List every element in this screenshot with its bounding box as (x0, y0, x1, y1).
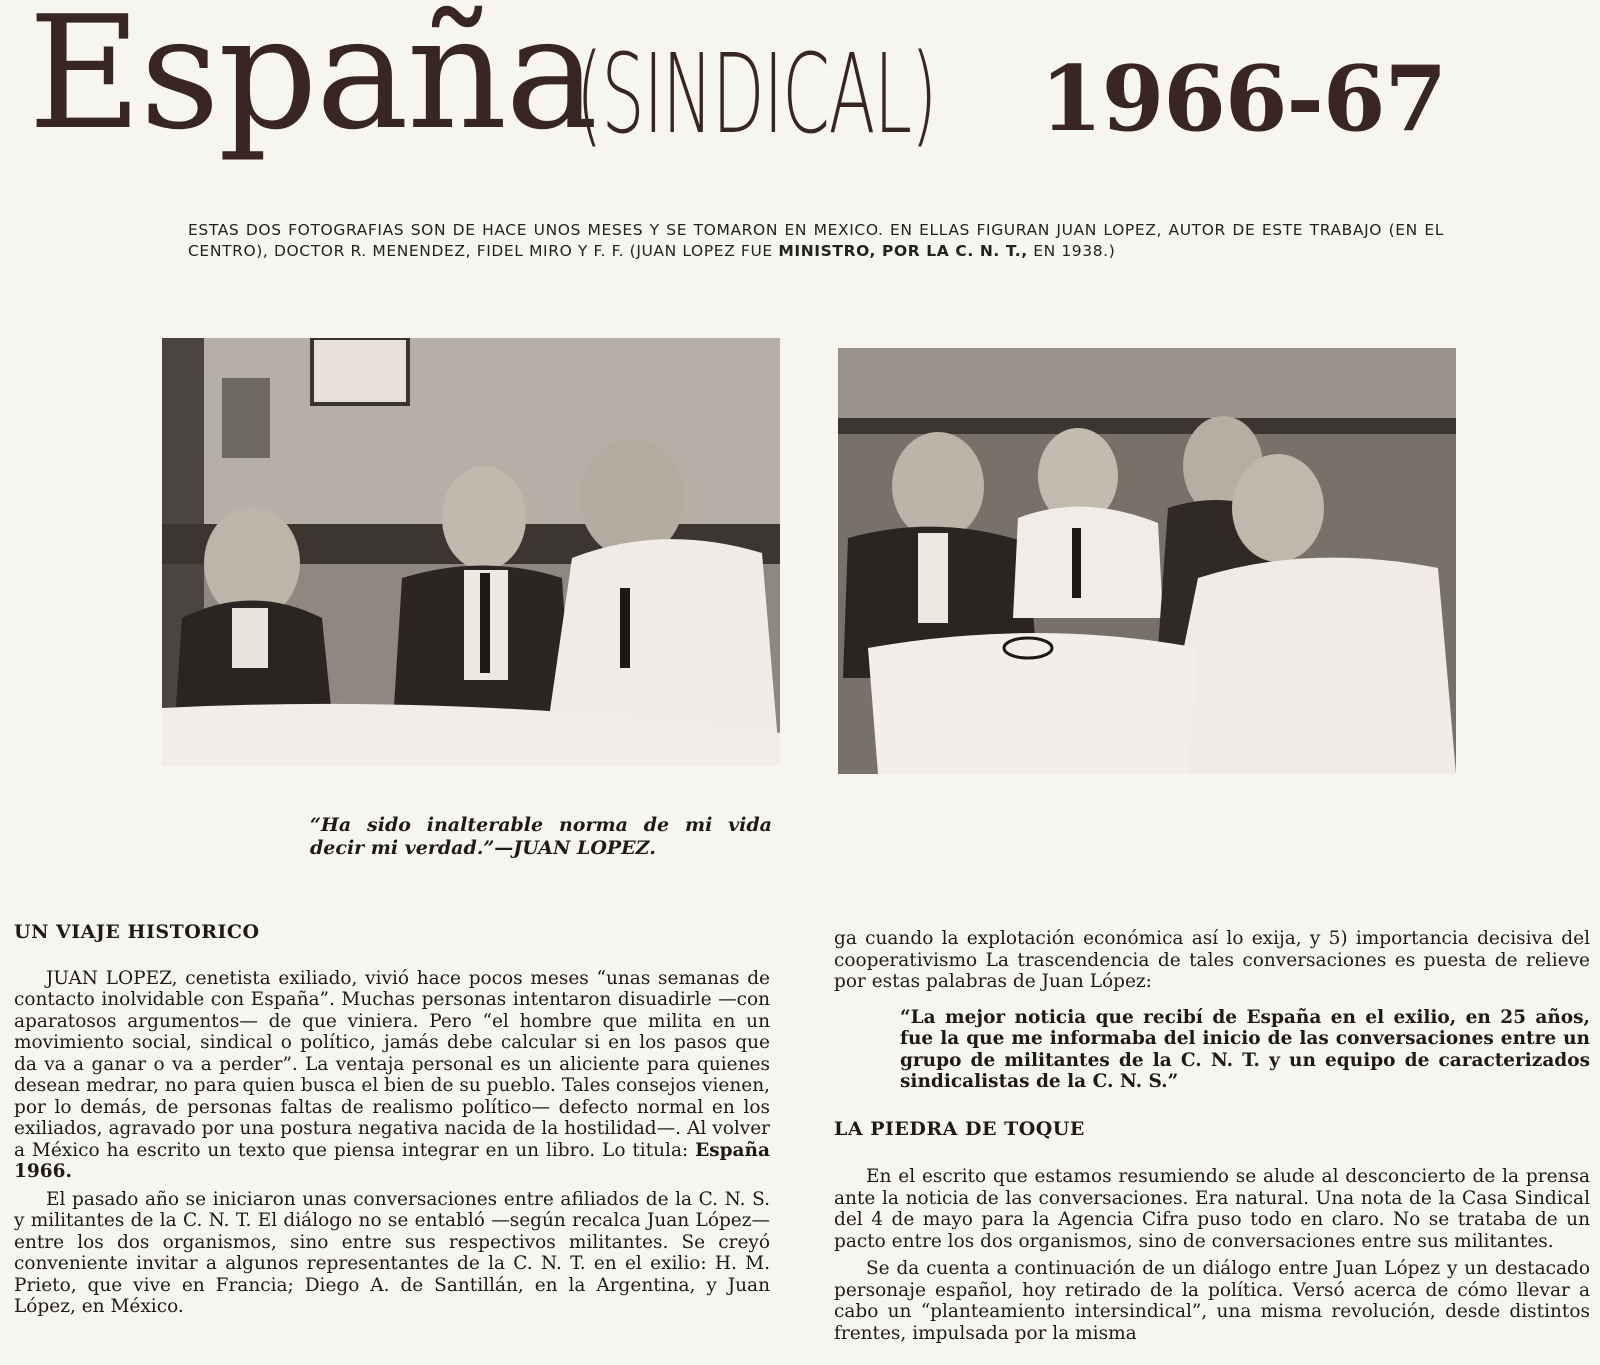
right-column (834, 928, 1590, 1344)
photo-caption: ESTAS DOS FOTOGRAFIAS SON DE HACE UNOS MESES Y SE TOMARON EN MEXICO. EN ELLAS FIGURAN JUAN LOPEZ, AUTOR DE ESTE TRABAJO (EN EL CENTRO), DOCTOR R. MENENDEZ, FIDEL MIRO Y F. F. (JUAN LOPEZ FUE MINISTRO, POR LA C. N. T., EN 1938.) (188, 221, 1444, 260)
paragraph: El pasado año se iniciaron unas conversaciones entre afiliados de la C. N. S. y militantes de la C. N. T. El diálogo no se entabló —según recalca Juan López— entre los dos organismos, sino entre sus respectivos militantes. Se creyó conveniente invitar a algunos representantes de la C. N. T. en el exilio: H. M. Prieto, que vive en Francia; Diego A. de Santillán, en la Argentina, y Juan López, en México. (14, 1188, 770, 1317)
photo-meeting-right (838, 348, 1456, 774)
title-year: 1966-67 (1040, 46, 1447, 152)
blockquote: “La mejor noticia que recibí de España en el exilio, en 25 años, fue la que me informaba del inicio de las conversaciones entre un grupo de militantes de la C. N. T. y un equipo de caracterizados sindicalistas de la C. N. S.” (900, 1006, 1590, 1092)
paragraph: JUAN LOPEZ, cenetista exiliado, vivió hace pocos meses “unas semanas de contacto inolvidable con España”. Muchas personas intentaron disuadirle —con aparatosos argumentos— de que viniera. Pero “el hombre que milita en un movimiento social, sindical o político, jamás debe calcular si en los pasos que da va a ganar o va a perder”. La ventaja personal es un aliciente para quienes desean medrar, no para quien busca el bien de su pueblo. Tales consejos vienen, por lo demás, de personas faltas de realismo político— defecto normal en los exiliados, agravado por una postura negativa nacida de la hostilidad—. Al volver a México ha escrito un texto que piensa integrar en un libro. Lo titula: España 1966. (14, 967, 770, 1182)
paragraph: ga cuando la explotación económica así lo exija, y 5) importancia decisiva del cooperativismo La trascendencia de tales conversaciones es puesta de relieve por estas palabras de Juan López: (834, 928, 1590, 992)
photo-meeting-left (162, 338, 780, 766)
left-column (14, 922, 770, 1318)
pull-quote: “Ha sido inalterable norma de mi vida decir mi verdad.”—JUAN LOPEZ. (310, 814, 772, 859)
paragraph: Se da cuenta a continuación de un diálogo entre Juan López y un destacado personaje español, hoy retirado de la política. Versó acerca de cómo llevar a cabo un “planteamiento intersindical”, una misma revolución, desde distintos frentes, impulsada por la misma (834, 1258, 1590, 1344)
paragraph: En el escrito que estamos resumiendo se alude al desconcierto de la prensa ante la noticia de las conversaciones. Era natural. Una nota de la Casa Sindical del 4 de mayo para la Agencia Cifra puso todo en claro. No se trataba de un pacto entre los dos organismos, sino de conversaciones entre sus militantes. (834, 1166, 1590, 1252)
page-title (28, 0, 1528, 190)
section-heading-viaje: UN VIAJE HISTORICO (14, 921, 260, 943)
title-main: España (28, 0, 597, 164)
title-sindical: (SINDICAL) (576, 30, 937, 158)
photo-meeting-1-image (162, 338, 780, 766)
photo-meeting-2-image (838, 348, 1456, 774)
section-heading-piedra: LA PIEDRA DE TOQUE (834, 1117, 1085, 1140)
